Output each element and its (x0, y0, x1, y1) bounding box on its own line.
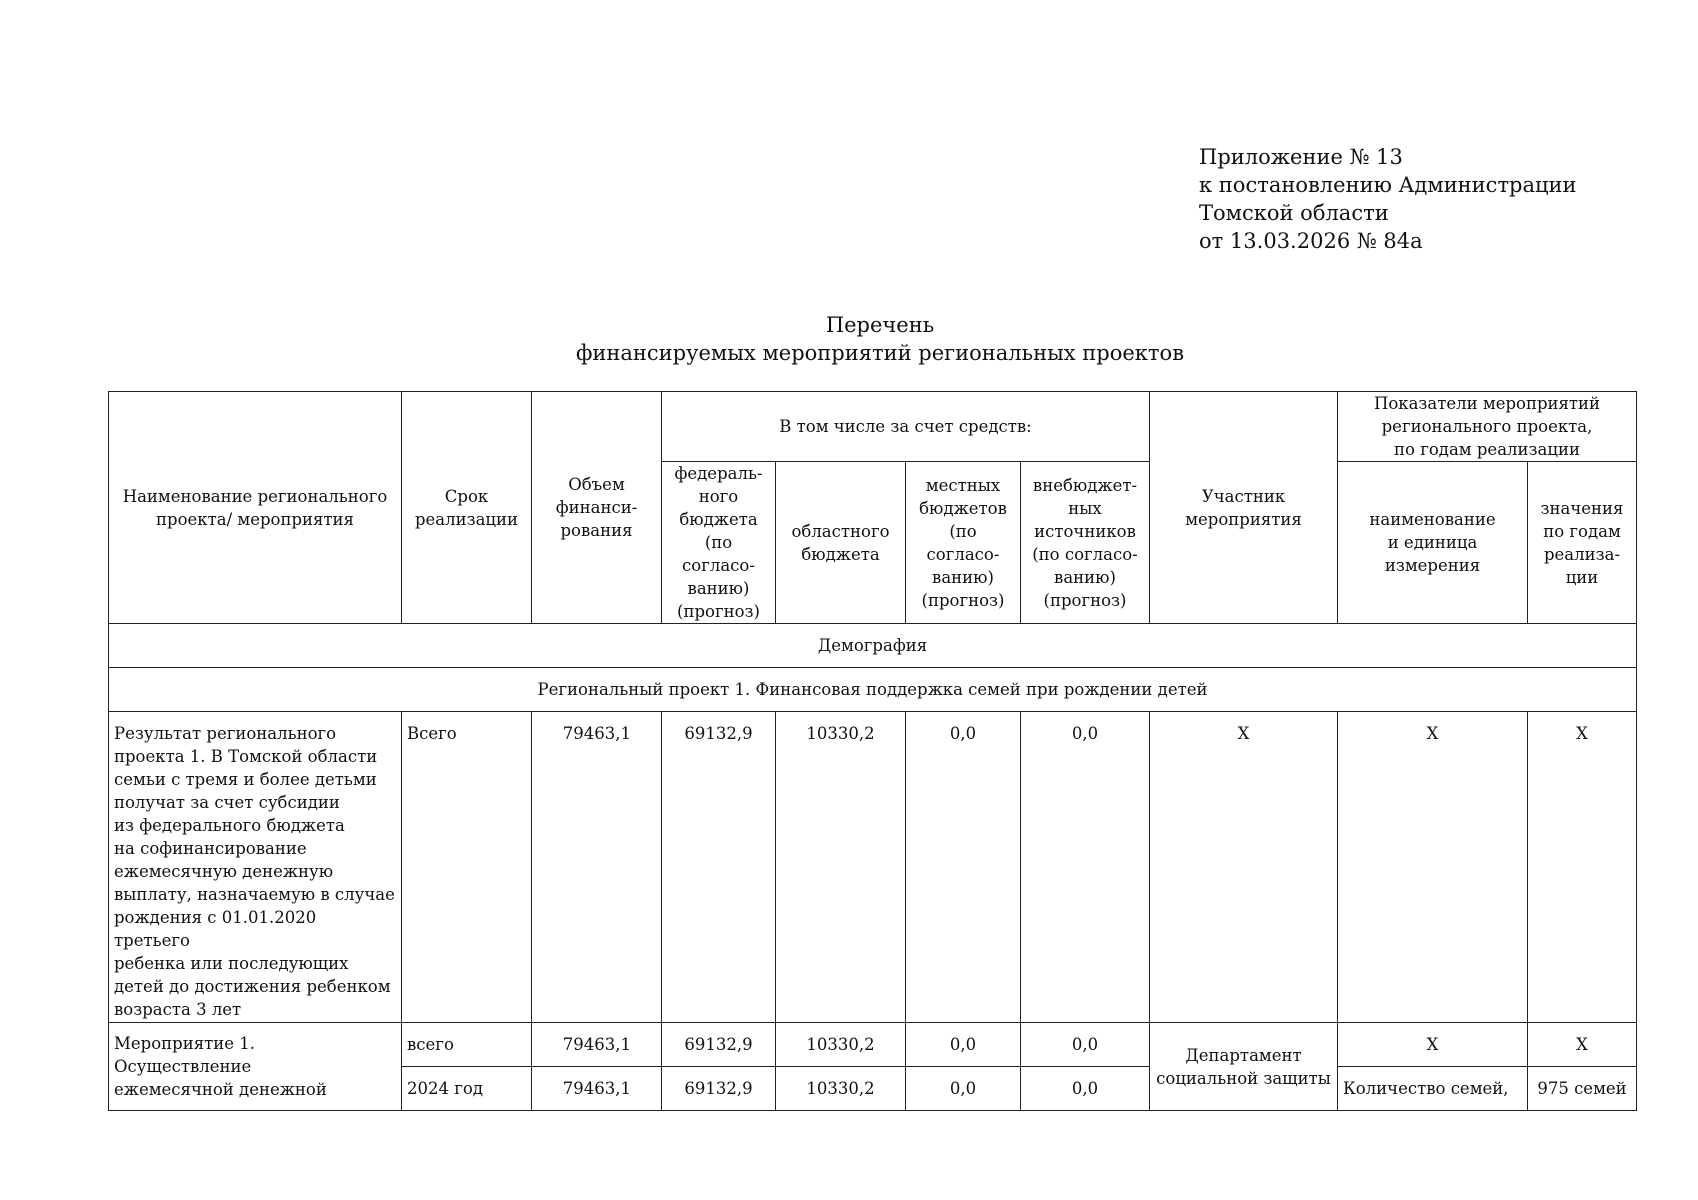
section-row (109, 624, 1637, 668)
header-term: Срок реализации (402, 392, 532, 624)
result-indicator-name: Х (1338, 712, 1528, 1023)
result-name: Результат регионального проекта 1. В Томской области семьи с тремя и более детьми получат за счет субсидии из федерального бюджета на софинансирование ежемесячную денежную выплату, назначаемую в случае рождения с 01.01.2020 третьего ребенка или последующих детей до достижения ребенком возраста 3 лет (109, 712, 402, 1023)
table-row (109, 712, 1637, 1023)
event-indicator-values: Х (1528, 1023, 1637, 1067)
result-local: 0,0 (906, 712, 1021, 1023)
header-local: местных бюджетов (по согласо- ванию) (прогноз) (906, 462, 1021, 624)
table-row (109, 1023, 1637, 1067)
event-regional: 10330,2 (776, 1067, 906, 1111)
funding-table (108, 391, 1637, 1111)
appendix-date-number: от 13.03.2026 № 84а (1199, 229, 1423, 253)
event-extrabudget: 0,0 (1021, 1023, 1150, 1067)
result-regional: 10330,2 (776, 712, 906, 1023)
event-volume: 79463,1 (532, 1067, 662, 1111)
event-name: Мероприятие 1. Осуществление ежемесячной денежной (109, 1023, 402, 1111)
result-term: Всего (402, 712, 532, 1023)
header-indicator-values: значения по годам реализа- ции (1528, 462, 1637, 624)
header-volume: Объем финанси- рования (532, 392, 662, 624)
header-federal: федераль- ного бюджета (по согласо- ванию) (прогноз) (662, 462, 776, 624)
event-federal: 69132,9 (662, 1023, 776, 1067)
title-line: Перечень (825, 313, 935, 337)
event-term: всего (402, 1023, 532, 1067)
appendix-line: к постановлению Администрации (1199, 173, 1577, 197)
header-regional: областного бюджета (776, 462, 906, 624)
result-indicator-values: Х (1528, 712, 1637, 1023)
header-row (109, 392, 1637, 462)
result-volume: 79463,1 (532, 712, 662, 1023)
result-federal: 69132,9 (662, 712, 776, 1023)
event-term: 2024 год (402, 1067, 532, 1111)
event-indicator-name: Х (1338, 1023, 1528, 1067)
event-local: 0,0 (906, 1023, 1021, 1067)
document-title (0, 311, 1698, 367)
event-federal: 69132,9 (662, 1067, 776, 1111)
header-name: Наименование регионального проекта/ мероприятия (109, 392, 402, 624)
event-regional: 10330,2 (776, 1023, 906, 1067)
event-participant: Департамент социальной защиты (1150, 1023, 1338, 1111)
header-participant: Участник мероприятия (1150, 392, 1338, 624)
header-extrabudget: внебюджет- ных источников (по согласо- ванию) (прогноз) (1021, 462, 1150, 624)
appendix-line: Томской области (1199, 201, 1389, 225)
result-participant: Х (1150, 712, 1338, 1023)
section-title: Демография (109, 624, 1637, 668)
event-indicator-values: 975 семей (1528, 1067, 1637, 1111)
header-indicators: Показатели мероприятий регионального проекта, по годам реализации (1338, 392, 1637, 462)
event-local: 0,0 (906, 1067, 1021, 1111)
title-line: финансируемых мероприятий региональных проектов (575, 341, 1185, 365)
project-row (109, 668, 1637, 712)
appendix-block (1199, 143, 1577, 255)
project-title: Региональный проект 1. Финансовая поддержка семей при рождении детей (109, 668, 1637, 712)
event-extrabudget: 0,0 (1021, 1067, 1150, 1111)
header-indicator-name: наименование и единица измерения (1338, 462, 1528, 624)
event-volume: 79463,1 (532, 1023, 662, 1067)
appendix-line: Приложение № 13 (1199, 145, 1403, 169)
header-including: В том числе за счет средств: (662, 392, 1150, 462)
result-extrabudget: 0,0 (1021, 712, 1150, 1023)
event-indicator-name: Количество семей, (1338, 1067, 1528, 1111)
